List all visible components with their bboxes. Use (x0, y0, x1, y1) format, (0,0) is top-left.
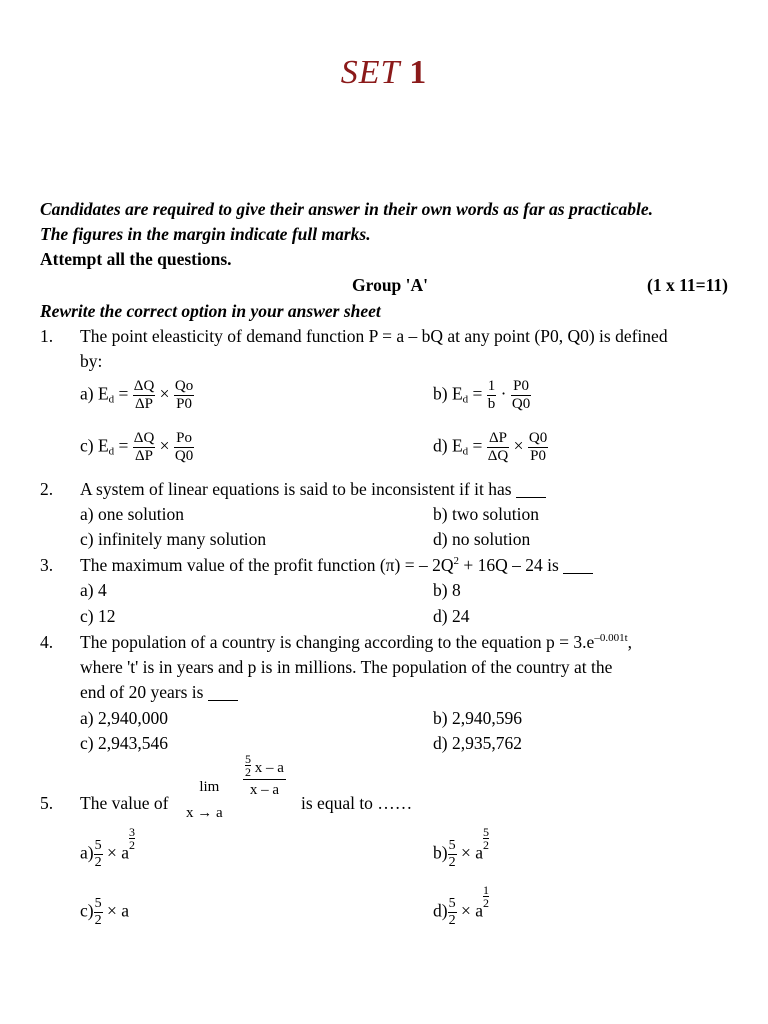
question-1-number: 1. (40, 326, 54, 346)
q4-option-d: d) 2,935,762 (433, 733, 522, 753)
question-1-text-cont: by: (80, 351, 103, 371)
rewrite-instruction: Rewrite the correct option in your answer sheet (40, 301, 381, 321)
question-5-text: The value of (80, 793, 169, 813)
q5-option-b: b) $\frac{5}{2}$ × a $\frac{5}{2}$ (433, 825, 489, 870)
q3-option-a: a) 4 (80, 580, 107, 600)
q1-option-b: b) $E_d$ = $\frac{1}{b}$ · $\frac{P0}{Q0}$ (433, 378, 531, 412)
q4-option-a: a) 2,940,000 (80, 708, 168, 728)
q5-option-a: a) $\frac{5}{2}$ × a $\frac{3}{2}$ (80, 825, 135, 870)
instruction-line-1: Candidates are required to give their answer in their own words as far as practicable. (40, 199, 654, 219)
question-3-text: The maximum value of the profit function (π) = – $2Q^2 + 16Q - 24$ is (80, 555, 593, 576)
q2-option-a: a) one solution (80, 504, 185, 524)
q2-option-d: d) no solution (433, 529, 531, 549)
group-marks: (1 x 11=11) (647, 275, 728, 295)
question-2-text: A system of linear equations is said to be inconsistent if it has (80, 479, 546, 500)
q1-option-c: c) $E_d$ = $\frac{\Delta Q}{\Delta P}$ × $\frac{Po}{Q0}$ (80, 430, 194, 464)
q2-option-c: c) infinitely many solution (80, 529, 267, 549)
instruction-line-3: Attempt all the questions. (40, 249, 232, 269)
question-4-text-cont: where 't' is in years and p is in millions. The population of the country at the (80, 657, 613, 677)
q3-option-c: c) 12 (80, 606, 116, 626)
instruction-line-2: The figures in the margin indicate full marks. (40, 224, 371, 244)
group-label: Group 'A' (352, 275, 429, 295)
q4-option-c: c) 2,943,546 (80, 733, 168, 753)
q2-option-b: b) two solution (433, 504, 539, 524)
page-title: SET 1 (340, 54, 428, 91)
q5-option-c: c) $\frac{5}{2}$ × a (80, 896, 129, 928)
question-5-number: 5. (40, 793, 54, 813)
question-4-text-end: end of 20 years is (80, 682, 238, 703)
q5-limit: lim x → a (186, 779, 223, 821)
question-3-number: 3. (40, 555, 54, 575)
q4-option-b: b) 2,940,596 (433, 708, 522, 728)
question-4-text: The population of a country is changing according to the equation $p = 3.e^{-0.001t}$, (80, 632, 632, 652)
question-2-number: 2. (40, 479, 54, 499)
q5-option-d: d) $\frac{5}{2}$ × a $\frac{1}{2}$ (433, 883, 489, 928)
q1-option-d: d) $E_d$ = $\frac{\Delta P}{\Delta Q}$ × $\frac{Q0}{P0}$ (433, 430, 548, 464)
q5-fraction: $\frac{5}{2}$ x – a x – a (245, 752, 284, 798)
q1-option-a: a) $E_d$ = $\frac{\Delta Q}{\Delta P}$ × $\frac{Qo}{P0}$ (80, 378, 194, 412)
question-4-number: 4. (40, 632, 54, 652)
question-5-text-end: is equal to …… (301, 793, 413, 813)
question-1-text: The point eleasticity of demand function P = a – bQ at any point (P0, Q0) is defined (80, 326, 668, 346)
q3-option-b: b) 8 (433, 580, 461, 600)
q3-option-d: d) 24 (433, 606, 470, 626)
